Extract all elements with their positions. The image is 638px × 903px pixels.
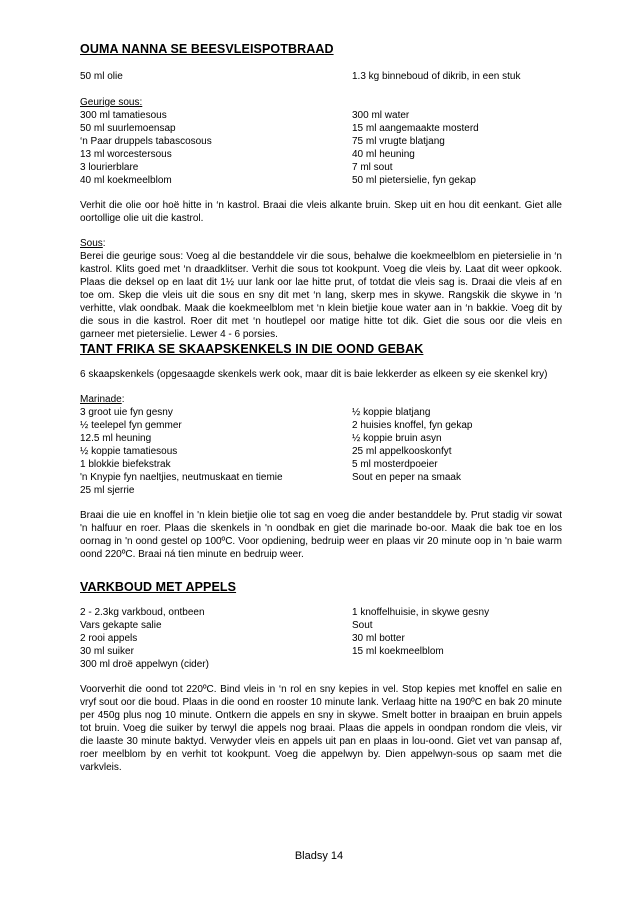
ingredient: 1 knoffelhuisie, in skywe gesny	[352, 607, 490, 618]
subheading-marinade: Marinade:	[80, 394, 125, 405]
spacer	[352, 96, 562, 109]
ingredient: 25 ml appelkooskonfyt	[352, 446, 452, 457]
intro-paragraph: 6 skaapskenkels (opgesaagde skenkels werk ook, maar dit is baie lekkerder as elkeen sy eie skenkel kry)	[80, 369, 548, 380]
spacer	[352, 658, 562, 671]
ingredient: ½ koppie tamatiesous	[80, 446, 178, 457]
recipe-skaapskenkels	[80, 342, 562, 561]
ingredient: 50 ml suurlemoensap	[80, 123, 176, 134]
ingredient: 50 ml olie	[80, 71, 123, 82]
subheading-sous: Sous:	[80, 238, 106, 249]
ingredient: 13 ml worcestersous	[80, 149, 172, 160]
method-paragraph: Berei die geurige sous: Voeg al die bestanddele vir die sous, behalwe die koekmeelblom en pietersielie in ‘n kastrol. Klits goed met ‘n draadklitser. Verhit die sous tot kookpunt. Voeg die vleis by. Laat dit weer opkook. Plaas die deksel op en laat dit 1½ uur lank oor lae hitte prut, of totdat die vleis sag is. Draai die vleis af en toe om. Skep die vleis uit die sous en sny dit met ‘n lang, skerp mes in skywe. Rangskik die skywe in ‘n verhitte, vlak oondbak. Maak die koekmeelblom met ‘n klein bietjie koue water aan in ‘n bakkie. Voeg dit by die sous in die kastrol. Roer dit met ‘n houtlepel oor matige hitte tot dik. Giet die sous oor die vleis en garneer met pietersielie. Lewer 4 - 6 porsies.	[80, 251, 562, 340]
ingredients-left-column	[80, 406, 352, 497]
ingredient: ½ koppie blatjang	[352, 407, 431, 418]
ingredient: 300 ml tamatiesous	[80, 110, 167, 121]
spacer	[352, 83, 562, 96]
spacer	[80, 83, 352, 96]
ingredient: 2 - 2.3kg varkboud, ontbeen	[80, 607, 205, 618]
recipe-title: VARKBOUD MET APPELS	[80, 580, 237, 594]
ingredient: 25 ml sjerrie	[80, 485, 135, 496]
ingredient: 40 ml koekmeelblom	[80, 175, 172, 186]
subheading-text: Marinade	[80, 394, 122, 405]
ingredient: 300 ml droë appelwyn (cider)	[80, 659, 209, 670]
recipe-varkboud	[80, 580, 562, 774]
ingredient: Sout	[352, 620, 373, 631]
subheading-text: Geurige sous:	[80, 97, 143, 108]
recipe-title: TANT FRIKA SE SKAAPSKENKELS IN DIE OOND GEBAK	[80, 342, 424, 356]
ingredient: 40 ml heuning	[352, 149, 415, 160]
ingredients-right-column	[352, 406, 562, 497]
ingredient: 'n Knypie fyn naeltjies, neutmuskaat en tiemie	[80, 472, 283, 483]
ingredient: 75 ml vrugte blatjang	[352, 136, 445, 147]
ingredient: Vars gekapte salie	[80, 620, 162, 631]
spacer	[352, 484, 562, 497]
ingredient: 1.3 kg binneboud of dikrib, in een stuk	[352, 71, 521, 82]
recipe-title: OUMA NANNA SE BEESVLEISPOTBRAAD	[80, 42, 334, 56]
ingredient: ‘n Paar druppels tabascosous	[80, 136, 212, 147]
ingredient: Sout en peper na smaak	[352, 472, 461, 483]
ingredient: 12.5 ml heuning	[80, 433, 152, 444]
ingredients-left-column	[80, 70, 352, 187]
ingredient: ½ koppie bruin asyn	[352, 433, 442, 444]
ingredient: 300 ml water	[352, 110, 410, 121]
subheading-text: Sous	[80, 238, 103, 249]
ingredient: 50 ml pietersielie, fyn gekap	[352, 175, 476, 186]
ingredients-right-column	[352, 70, 562, 187]
ingredient: 2 huisies knoffel, fyn gekap	[352, 420, 473, 431]
ingredient: 5 ml mosterdpoeier	[352, 459, 438, 470]
method-paragraph: Voorverhit die oond tot 220ºC. Bind vleis in ‘n rol en sny kepies in vel. Stop kepies met knoffel en salie en vryf sout oor die boud. Plaas in die oond en rooster 10 minute lank. Verlaag hitte na 190ºC en bak 20 minute per 450g plus nog 10 minute. Ontkern die appels en sny in skywe. Smelt botter in braaipan en bruin appels tot bruin. Voeg die suiker by terwyl die appels nog braai. Plaas die appels in oondpan rondom die vleis, vir die laaste 30 minute baktyd. Verwyder vleis en appels uit pan en plaas in lou-oond. Giet vet van pansap af, roer meelblom by en verhit tot kookpunt. Voeg die appelwyn by. Dien appelwyn-sous op saam met die varkvleis.	[80, 684, 562, 773]
ingredient: 30 ml suiker	[80, 646, 134, 657]
method-paragraph: Verhit die olie oor hoë hitte in ‘n kastrol. Braai die vleis alkante bruin. Skep uit en hou dit eenkant. Giet alle oortollige olie uit die kastrol.	[80, 200, 562, 224]
ingredients-left-column	[80, 606, 352, 671]
ingredient: ½ teelepel fyn gemmer	[80, 420, 182, 431]
ingredients-right-column	[352, 606, 562, 671]
ingredients-list	[80, 70, 562, 187]
ingredient: 1 blokkie biefekstrak	[80, 459, 171, 470]
page-number: Bladsy 14	[294, 850, 344, 862]
ingredient: 7 ml sout	[352, 162, 393, 173]
ingredients-list	[80, 406, 562, 497]
method-paragraph: Braai die uie en knoffel in 'n klein bietjie olie tot sag en voeg die ander bestanddele by. Prut stadig vir sowat 'n halfuur en roer. Plaas die skenkels in 'n oondbak en giet die marinade bo-oor. Maak die bak toe en los oornag in 'n oond gestel op 100ºC. Voor opdiening, bedruip weer en plaas vir 20 minute oop in 'n baie warm oond 220ºC. Braai ná tien minute en bedruip weer.	[80, 510, 562, 560]
ingredient: 3 lourierblare	[80, 162, 139, 173]
ingredients-list	[80, 606, 562, 671]
ingredient: 30 ml botter	[352, 633, 405, 644]
ingredient: 2 rooi appels	[80, 633, 138, 644]
subheading-geurige-sous	[80, 96, 352, 109]
ingredient: 15 ml aangemaakte mosterd	[352, 123, 479, 134]
ingredient: 3 groot uie fyn gesny	[80, 407, 173, 418]
recipe-beesvleispotbraad	[80, 42, 562, 341]
ingredient: 15 ml koekmeelblom	[352, 646, 444, 657]
